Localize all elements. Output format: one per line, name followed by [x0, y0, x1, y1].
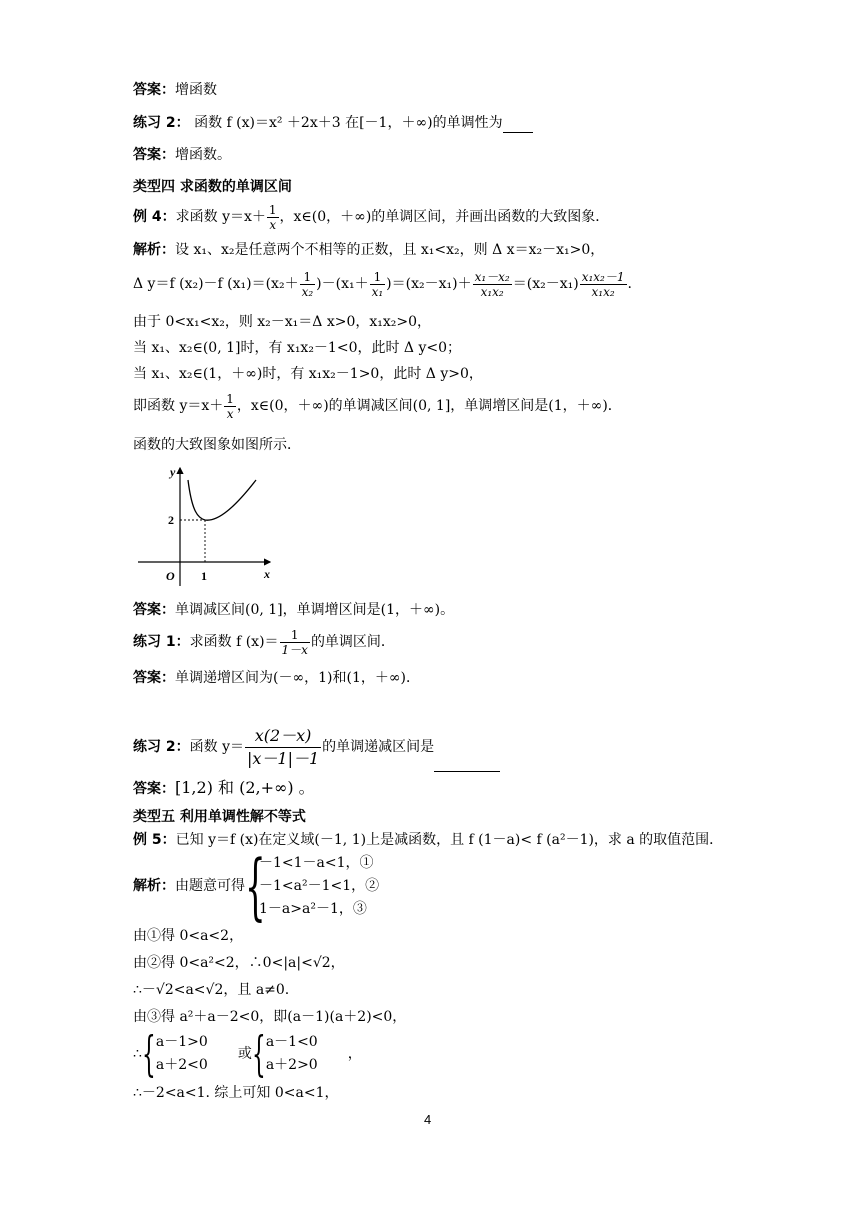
function-graph: [130, 462, 280, 590]
answer-label: 答案：: [133, 82, 175, 98]
answer-4: 答案：单调减区间(0, 1]，单调增区间是(1，＋∞)。: [133, 602, 455, 618]
example-label: 例 4：: [133, 209, 176, 225]
answer-blank: [503, 118, 533, 133]
left-brace: {: [141, 1026, 156, 1082]
origin-label: O: [166, 569, 175, 583]
reason-line-1: 由于 0<x₁<x₂，则 x₂－x₁＝Δ x>0，x₁x₂>0，: [133, 314, 432, 330]
conclusion-line: 即函数 y＝x＋ $\frac{1}{x}$ ，x∈(0，＋∞)的单调减区间(0, 1]，单调增区间是(1，＋∞)．: [133, 391, 622, 421]
result-line-3: ∴－√2<a<√2，且 a≠0.: [133, 982, 290, 998]
fraction-1-over-x1: $\frac{1}{\text{x₁}}$: [371, 269, 384, 299]
practice-1: 练习 1：求函数 f (x)＝ $\frac{1}{1-x}$ 的单调区间．: [133, 627, 395, 657]
answer-practice-2: 答案：[1,2) 和 (2,+∞) 。: [133, 778, 315, 797]
page-number: 4: [424, 1112, 432, 1127]
left-brace: {: [245, 844, 266, 928]
practice-text: 函数 f (x)＝x² ＋2x＋3 在[－1，＋∞)的单调性为: [194, 115, 503, 131]
delta-y-equation: Δ y＝f (x₂)－f (x₁)＝(x₂＋ $\frac{1}{\text{x₂}}$ )－(x₁＋ $\frac{1}{\text{x₁}}$ )＝(x₂－x₁)＋ $\frac{\text{x₁－x₂}}{\text{x₁x₂}}$ ＝(x₂－x₁) $\frac{\text{x₁x₂－1}}{\text{x₁x₂}}$ .: [133, 269, 632, 299]
case-b: a－1<0 a＋2>0: [265, 1034, 318, 1073]
result-line-1: 由①得 0<a<2，: [133, 928, 244, 944]
practice-label: 练习 2：: [133, 115, 190, 131]
result-line-2: 由②得 0<a²<2，∴0<|a|<√2，: [133, 955, 345, 971]
section-heading-5: 类型五 利用单调性解不等式: [133, 809, 306, 825]
x-axis-label: x: [264, 567, 270, 581]
answer-label: 答案：: [133, 147, 175, 163]
answer-blank: [434, 757, 500, 772]
curve: [188, 480, 256, 520]
reason-line-3: 当 x₁、x₂∈(1，＋∞)时，有 x₁x₂－1>0，此时 Δ y>0，: [133, 366, 483, 382]
reason-line-2: 当 x₁、x₂∈(0, 1]时，有 x₁x₂－1<0，此时 Δ y<0；: [133, 340, 462, 356]
case-line: ∴{ a－1>0 a＋2<0 或{ a－1<0 a＋2>0 ，: [133, 1026, 362, 1082]
result-line-5: ∴－2<a<1. 综上可知 0<a<1，: [133, 1085, 339, 1101]
section-heading-4: 类型四 求函数的单调区间: [133, 179, 292, 195]
answer-line-2: [133, 145, 231, 165]
practice-2-line: [133, 113, 533, 133]
fraction-1-over-x2: $\frac{1}{\text{x₂}}$: [301, 269, 314, 299]
fraction-x1-minus-x2: $\frac{\text{x₁－x₂}}{\text{x₁x₂}}$: [474, 269, 510, 299]
example-text-a: 求函数 y＝x＋: [175, 209, 266, 225]
inequality-system: －1<1－a<1，① －1<a²－1<1，② 1－a>a²－1，③: [259, 854, 380, 917]
example-text-b: ，x∈(0，＋∞)的单调区间，并画出函数的大致图象．: [279, 209, 610, 225]
answer-text: 增函数: [175, 82, 217, 98]
fraction-1-over-1-minus-x: $\frac{1}{1-x}$: [281, 627, 308, 657]
answer-line-1: [133, 80, 217, 100]
answer-practice-1: 答案：单调递增区间为(－∞，1)和(1，＋∞)．: [133, 670, 420, 686]
answer-text: 增函数。: [175, 147, 231, 163]
result-line-4: 由③得 a²＋a－2<0，即(a－1)(a＋2)<0，: [133, 1009, 407, 1025]
left-brace: {: [251, 1026, 266, 1082]
fraction-practice-2: $\frac{x(2-x)}{|x-1|-1}$: [246, 725, 320, 768]
fraction-1-over-x: $\frac{1}{x}$: [268, 202, 277, 232]
fraction-1-over-x: $\frac{1}{x}$: [226, 391, 234, 421]
example-5: 例 5：已知 y＝f (x)在定义域(－1, 1)上是减函数，且 f (1－a)< f (a²－1)，求 a 的取值范围．: [133, 832, 724, 848]
case-a: a－1>0 a＋2<0: [155, 1034, 208, 1073]
x-tick-label: 1: [201, 569, 207, 583]
solution-text: 设 x₁、x₂是任意两个不相等的正数，且 x₁<x₂，则 Δ x＝x₂－x₁>0，: [175, 242, 605, 258]
graph-caption: 函数的大致图象如图所示．: [133, 437, 301, 453]
y-tick-label: 2: [168, 513, 174, 527]
practice-2b: 练习 2：函数 y＝ $\frac{x(2-x)}{|x-1|-1}$ 的单调递减区间是: [133, 722, 500, 772]
example-4: [133, 200, 609, 234]
y-axis-label: y: [170, 465, 176, 479]
solution-line: [133, 240, 604, 260]
fraction-x1x2-minus-1: $\frac{\text{x₁x₂－1}}{\text{x₁x₂}}$: [581, 269, 625, 299]
solution-5: 解析：由题意可得{ －1<1－a<1，① －1<a²－1<1，② 1－a>a²－1，③: [133, 844, 380, 928]
solution-label: 解析：: [133, 242, 175, 258]
